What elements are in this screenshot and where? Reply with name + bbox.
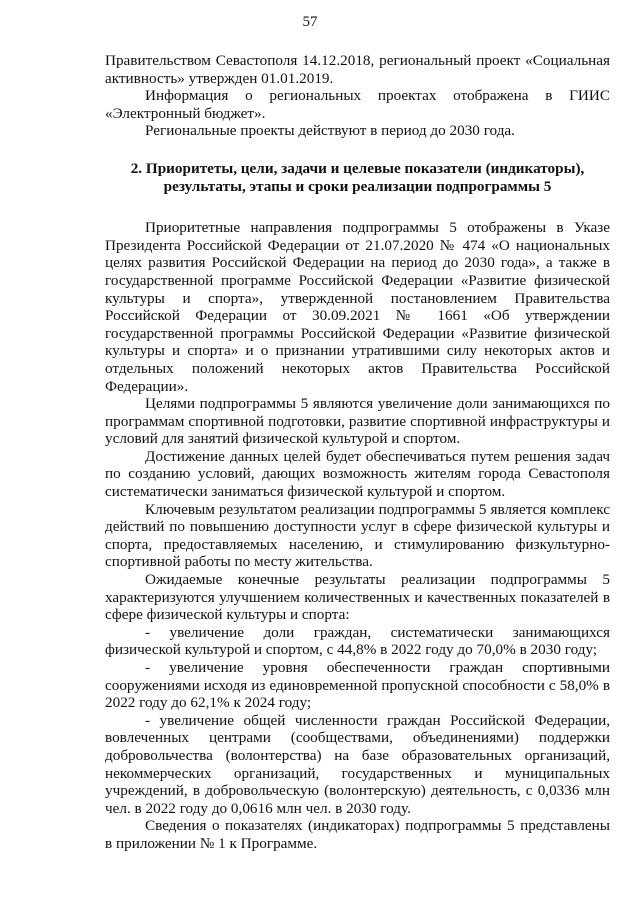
page-number: 57	[302, 14, 318, 30]
intro-paragraph-2: Информация о региональных проектах отображена в ГИИС «Электронный бюджет».	[105, 87, 610, 122]
paragraph-key-result: Ключевым результатом реализации подпрограммы 5 является комплекс действий по повышению доступности услуг в сфере физической культуры и спорта, предоставляемых населению, и стимулированию физкультурно-спортивной работы по месту жительства.	[105, 500, 610, 571]
paragraph-achievement: Достижение данных целей будет обеспечиваться путем решения задач по созданию условий, дающих возможность жителям города Севастополя систематически заниматься физической культурой и спортом.	[105, 447, 610, 501]
list-item-volunteers: - увеличение общей численности граждан Российской Федерации, вовлеченных центрами (сообществами, объединениями) поддержки добровольчества (волонтерства) на базе образовательных организаций, некоммерческих организаций, государственных и муниципальных учреждений, в добровольческую (волонтерскую) деятельность, с 0,0336 млн чел. в 2022 году до 0,0616 млн чел. в 2030 году.	[105, 711, 610, 817]
paragraph-expected-results: Ожидаемые конечные результаты реализации подпрограммы 5 характеризуются улучшением количественных и качественных показателей в сфере физической культуры и спорта:	[105, 571, 610, 624]
paragraph-priorities: Приоритетные направления подпрограммы 5 отображены в Указе Президента Российской Федерации от 21.07.2020 № 474 «О национальных целях развития Российской Федерации на период до 2030 года», а также в государственной программе Российской Федерации «Развитие физической культуры и спорта», утвержденной постановлением Правительства Российской Федерации от 30.09.2021 № 1661 «Об утверждении государственной программы Российской Федерации «Развитие физической культуры и спорта» и о признании утратившими силу некоторых актов и отдельных положений некоторых актов Правительства Российской Федерации».	[105, 219, 610, 395]
paragraph-goals: Целями подпрограммы 5 являются увеличение доли занимающихся по программам спортивной подготовки, развитие спортивной инфраструктуры и условий для занятий физической культурой и спортом.	[105, 395, 610, 448]
list-item-facilities: - увеличение уровня обеспеченности граждан спортивными сооружениями исходя из единовременной пропускной способности с 58,0% в 2022 году до 62,1% к 2024 году;	[105, 659, 610, 712]
document-body	[105, 52, 610, 853]
intro-paragraph-3: Региональные проекты действуют в период до 2030 года.	[145, 122, 515, 140]
section-title	[105, 160, 610, 195]
paragraph-indicators: Сведения о показателях (индикаторах) подпрограммы 5 представлены в приложении № 1 к Программе.	[105, 817, 610, 852]
intro-paragraph-1: Правительством Севастополя 14.12.2018, региональный проект «Социальная активность» утвержден 01.01.2019.	[105, 52, 610, 87]
list-item-sport-share: - увеличение доли граждан, систематически занимающихся физической культурой и спортом, с 44,8% в 2022 году до 70,0% в 2030 году;	[105, 623, 610, 659]
section-title-line-2: результаты, этапы и сроки реализации подпрограммы 5	[163, 177, 552, 195]
section-title-line-1: 2. Приоритеты, цели, задачи и целевые показатели (индикаторы),	[130, 159, 585, 177]
